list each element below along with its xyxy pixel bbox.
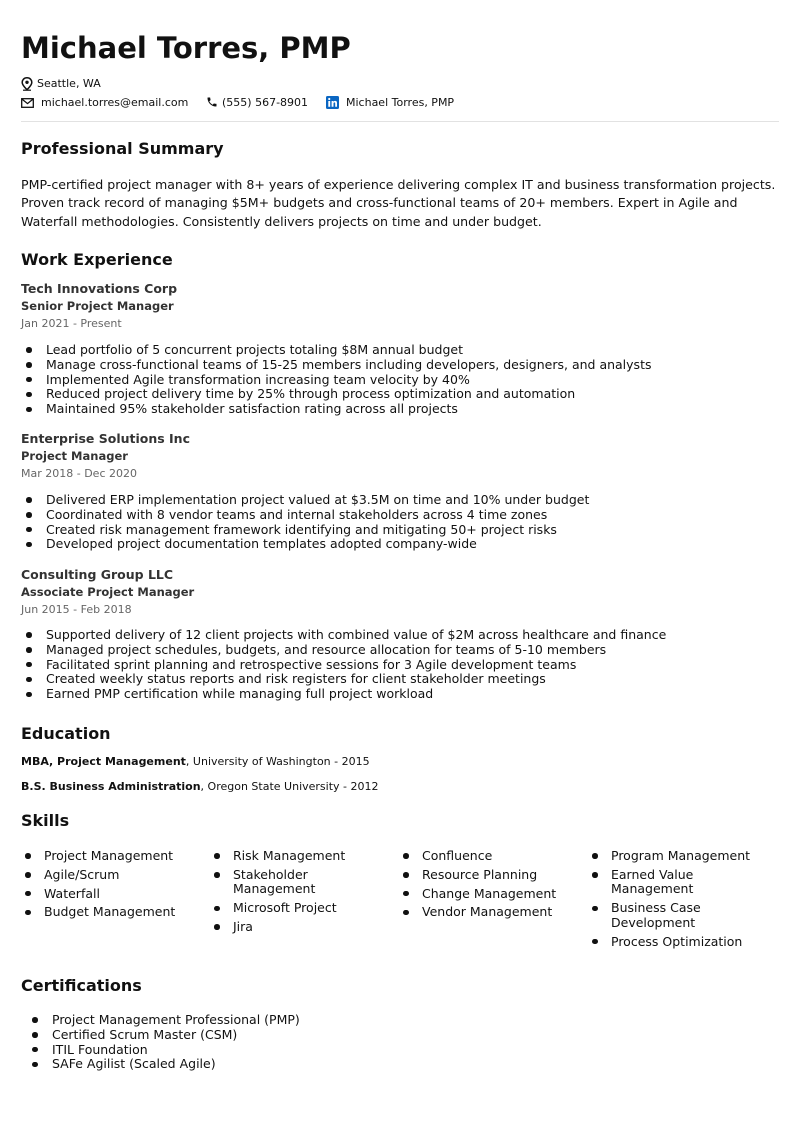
candidate-name: Michael Torres, PMP: [21, 31, 351, 65]
contact-linkedin[interactable]: Michael Torres, PMP: [346, 96, 455, 109]
skill-item: Waterfall: [20, 887, 200, 902]
contact-phone[interactable]: (555) 567-8901: [222, 96, 309, 109]
certifications-list: [21, 1013, 300, 1072]
job-dates: Mar 2018 - Dec 2020: [21, 467, 137, 480]
contact-email[interactable]: michael.torres@email.com: [41, 96, 189, 109]
skill-item: Agile/Scrum: [20, 868, 200, 883]
skill-item: Project Management: [20, 849, 200, 864]
job-bullet: Created risk management framework identifying and mitigating 50+ project risks: [21, 523, 589, 538]
education-heading: Education: [21, 724, 111, 743]
skills-column: [587, 849, 767, 953]
linkedin-icon: [326, 96, 339, 109]
experience-heading: Work Experience: [21, 250, 173, 269]
certification-item: SAFe Agilist (Scaled Agile): [21, 1057, 300, 1072]
job-company: Consulting Group LLC: [21, 567, 174, 582]
job-title: Project Manager: [21, 449, 128, 463]
job-bullet: Created weekly status reports and risk registers for client stakeholder meetings: [21, 672, 666, 687]
skill-item: Business Case Development: [587, 901, 721, 930]
education-degree: MBA, Project Management: [21, 755, 186, 768]
skill-item: Process Optimization: [587, 935, 767, 950]
skills-column: [398, 849, 578, 924]
skill-item: Change Management: [398, 887, 578, 902]
job-bullet: Earned PMP certification while managing full project workload: [21, 687, 666, 702]
job-bullets: [21, 343, 651, 417]
job-bullet: Lead portfolio of 5 concurrent projects totaling $8M annual budget: [21, 343, 651, 358]
skill-item: Microsoft Project: [209, 901, 359, 916]
summary-text: PMP-certified project manager with 8+ years of experience delivering complex IT and business transformation projects. Proven track record of managing $5M+ budgets and cross-functional teams of 20+ members. Expert in Agile and Waterfall methodologies. Consistently delivers projects on time and under budget.: [21, 177, 776, 229]
skill-item: Earned Value Management: [587, 868, 721, 897]
job-bullet: Reduced project delivery time by 25% through process optimization and automation: [21, 387, 651, 402]
skills-column: [20, 849, 200, 924]
education-detail: , Oregon State University - 2012: [200, 780, 379, 793]
phone-icon: [206, 96, 218, 108]
job-title: Associate Project Manager: [21, 585, 195, 599]
certification-item: Certified Scrum Master (CSM): [21, 1028, 300, 1043]
job-dates: Jan 2021 - Present: [21, 317, 122, 330]
job-bullets: [21, 493, 589, 552]
skills-heading: Skills: [21, 811, 70, 830]
job-company: Enterprise Solutions Inc: [21, 431, 190, 446]
education-entry: [21, 779, 379, 795]
skill-item: Resource Planning: [398, 868, 578, 883]
header-divider: [21, 121, 779, 122]
job-company: Tech Innovations Corp: [21, 281, 178, 296]
skill-item: Confluence: [398, 849, 578, 864]
job-bullet: Delivered ERP implementation project valued at $3.5M on time and 10% under budget: [21, 493, 589, 508]
job-bullet: Coordinated with 8 vendor teams and internal stakeholders across 4 time zones: [21, 508, 589, 523]
skill-item: Vendor Management: [398, 905, 578, 920]
job-bullet: Facilitated sprint planning and retrospective sessions for 3 Agile development teams: [21, 658, 666, 673]
job-bullet: Managed project schedules, budgets, and resource allocation for teams of 5-10 members: [21, 643, 666, 658]
job-bullet: Maintained 95% stakeholder satisfaction rating across all projects: [21, 402, 651, 417]
skill-item: Jira: [209, 920, 359, 935]
skill-item: Risk Management: [209, 849, 359, 864]
job-bullet: Implemented Agile transformation increasing team velocity by 40%: [21, 373, 651, 388]
certification-item: Project Management Professional (PMP): [21, 1013, 300, 1028]
job-bullets: [21, 628, 666, 702]
job-bullet: Manage cross-functional teams of 15-25 members including developers, designers, and analysts: [21, 358, 651, 373]
education-detail: , University of Washington - 2015: [185, 755, 370, 768]
certifications-heading: Certifications: [21, 976, 142, 995]
skill-item: Budget Management: [20, 905, 200, 920]
location-pin-icon: [21, 77, 33, 91]
envelope-icon: [21, 98, 34, 108]
certification-item: ITIL Foundation: [21, 1043, 300, 1058]
job-dates: Jun 2015 - Feb 2018: [21, 603, 132, 616]
job-bullet: Supported delivery of 12 client projects with combined value of $2M across healthcare and finance: [21, 628, 666, 643]
education-degree: B.S. Business Administration: [21, 780, 201, 793]
job-title: Senior Project Manager: [21, 299, 174, 313]
skill-item: Program Management: [587, 849, 767, 864]
summary-heading: Professional Summary: [21, 139, 224, 158]
job-bullet: Developed project documentation templates adopted company-wide: [21, 537, 589, 552]
education-entry: [21, 754, 370, 770]
skills-column: [209, 849, 359, 939]
contact-location: Seattle, WA: [37, 77, 101, 90]
skill-item: Stakeholder Management: [209, 868, 359, 897]
